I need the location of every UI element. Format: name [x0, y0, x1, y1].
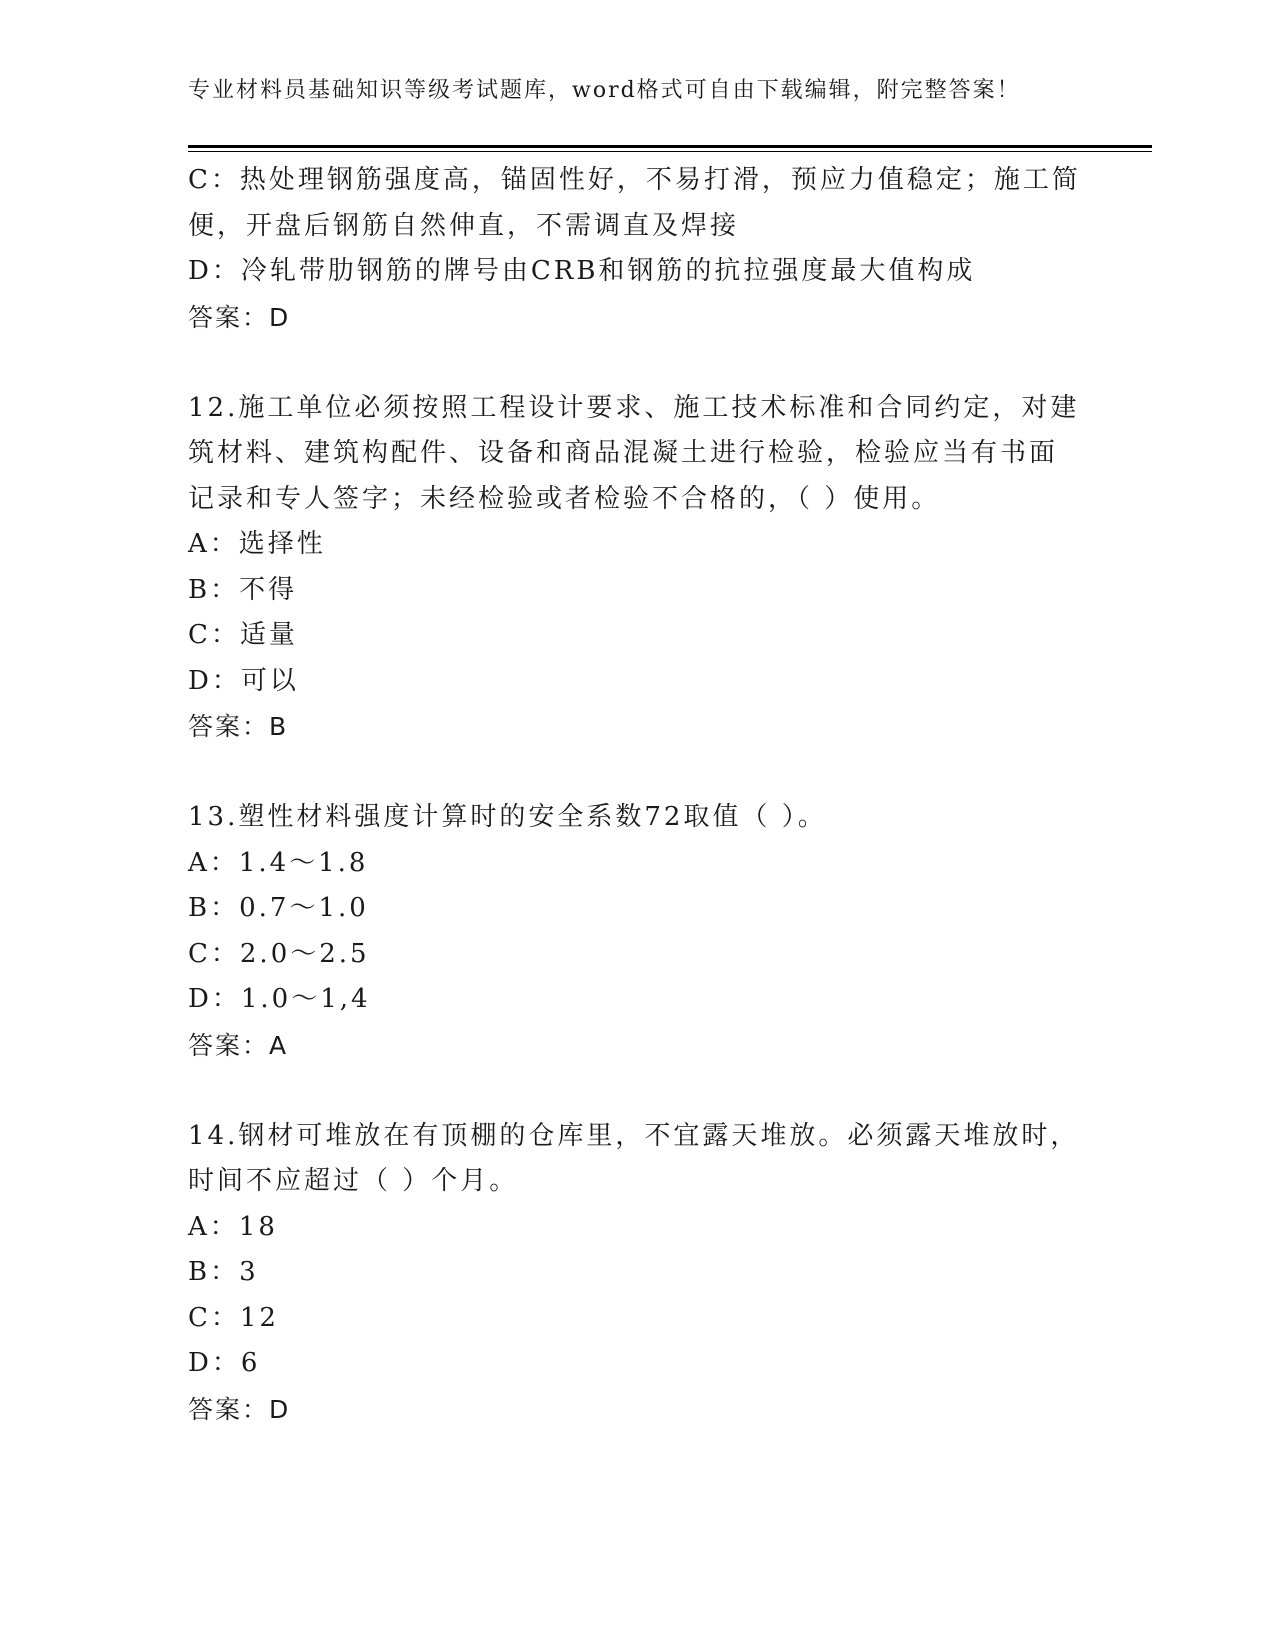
option-b: B：3: [188, 1257, 259, 1287]
question-stem-line: 12.施工单位必须按照工程设计要求、施工技术标准和合同约定，对建: [188, 392, 1080, 423]
page-header: 专业材料员基础知识等级考试题库，word格式可自由下载编辑，附完整答案！: [188, 78, 1021, 103]
question-stem-line: 筑材料、建筑构配件、设备和商品混凝土进行检验，检验应当有书面: [188, 438, 1059, 468]
option-b: B：不得: [188, 574, 298, 605]
question-14: [188, 1114, 1088, 1433]
question-12: [188, 386, 1088, 750]
option-c: C：适量: [188, 620, 298, 650]
option-d: D：可以: [188, 665, 299, 696]
question-13: [188, 795, 1088, 1068]
option-d: D：冷轧带肋钢筋的牌号由CRB和钢筋的抗拉强度最大值构成: [188, 256, 976, 286]
question-11-continued: [188, 158, 1088, 340]
option-d: D：6: [188, 1348, 261, 1378]
question-stem-line: 记录和专人签字；未经检验或者检验不合格的，（ ）使用。: [188, 483, 941, 514]
option-c-line-1: C：热处理钢筋强度高，锚固性好，不易打滑，预应力值稳定；施工简: [188, 165, 1081, 195]
question-stem-line: 时间不应超过（ ）个月。: [188, 1166, 519, 1196]
option-b: B：0.7～1.0: [188, 893, 369, 923]
document-body: [188, 158, 1088, 1432]
answer: 答案：B: [188, 712, 289, 741]
answer: 答案：D: [188, 1394, 291, 1424]
spacer: [188, 1068, 1088, 1114]
question-stem-line: 13.塑性材料强度计算时的安全系数72取值（ ）。: [188, 802, 827, 832]
option-c: C：12: [188, 1302, 279, 1333]
option-c: C：2.0～2.5: [188, 938, 370, 969]
header-rule-thick: [188, 145, 1152, 148]
option-c-line-2: 便，开盘后钢筋自然伸直，不需调直及焊接: [188, 210, 740, 241]
option-a: A：18: [188, 1211, 278, 1242]
question-stem-line: 14.钢材可堆放在有顶棚的仓库里，不宜露天堆放。必须露天堆放时，: [188, 1120, 1080, 1151]
header-rule-thin: [188, 151, 1152, 152]
option-d: D：1.0～1,4: [188, 984, 371, 1014]
option-a: A：1.4～1.8: [188, 847, 369, 878]
option-a: A：选择性: [188, 529, 326, 559]
answer: 答案：A: [188, 1030, 289, 1060]
spacer: [188, 340, 1088, 386]
answer: 答案：D: [188, 302, 291, 332]
spacer: [188, 750, 1088, 796]
